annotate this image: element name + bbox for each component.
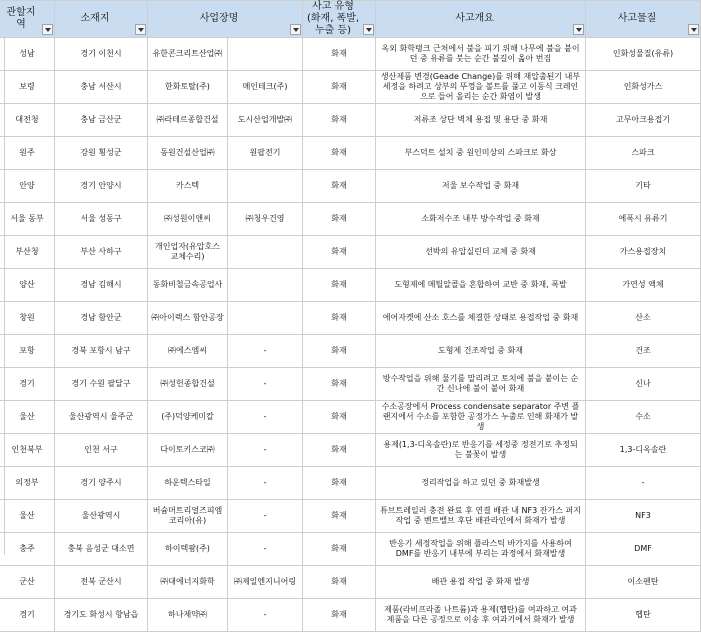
cell-company[interactable]: 카스텍: [148, 170, 228, 203]
header-substance: 사고물질: [586, 1, 701, 38]
cell-type[interactable]: 화재: [303, 368, 376, 401]
cell-substance[interactable]: 수소: [586, 401, 701, 434]
cell-summary[interactable]: 반응기 세정작업을 위해 플라스틱 바가지를 사용하여 DMF를 반응기 내부에 부리는 과정에서 화재발생: [376, 533, 586, 566]
cell-region[interactable]: 성남: [0, 38, 55, 71]
cell-region[interactable]: 군산: [0, 566, 55, 599]
cell-company[interactable]: ㈜라테르종합건설: [148, 104, 228, 137]
cell-contractor[interactable]: -: [228, 599, 303, 632]
header-summary: 사고개요: [376, 1, 586, 38]
cell-substance[interactable]: 가연성 액체: [586, 269, 701, 302]
cell-company[interactable]: (주)덕양케미칼: [148, 401, 228, 434]
table-row[interactable]: [0, 467, 701, 500]
cell-substance[interactable]: DMF: [586, 533, 701, 566]
cell-location[interactable]: 부산 사하구: [55, 236, 148, 269]
cell-summary[interactable]: 생산제품 변경(Geade Change)를 위해 재압출된기 내부 세정을 하려고 상부의 뚜껑을 볼트를 풀고 이동식 크레인으로 들어 올리는 순간 화염이 발생: [376, 71, 586, 104]
cell-contractor[interactable]: [228, 269, 303, 302]
cell-region[interactable]: 부산청: [0, 236, 55, 269]
cell-substance[interactable]: 기타: [586, 170, 701, 203]
cell-region[interactable]: 인천북부: [0, 434, 55, 467]
filter-dropdown-icon[interactable]: [363, 24, 374, 35]
cell-contractor[interactable]: -: [228, 533, 303, 566]
cell-location[interactable]: 경기 수원 팔달구: [55, 368, 148, 401]
cell-company[interactable]: ㈜성헌종합건설: [148, 368, 228, 401]
cell-company[interactable]: 하나제약㈜: [148, 599, 228, 632]
cell-location[interactable]: 충남 서산시: [55, 71, 148, 104]
cell-type[interactable]: 화재: [303, 38, 376, 71]
filter-dropdown-icon[interactable]: [42, 24, 53, 35]
cell-contractor[interactable]: 메인테크(주): [228, 71, 303, 104]
cell-contractor[interactable]: -: [228, 467, 303, 500]
filter-dropdown-icon[interactable]: [290, 24, 301, 35]
cell-region[interactable]: 경기: [0, 599, 55, 632]
cell-location[interactable]: 경북 포항시 남구: [55, 335, 148, 368]
table-body: [0, 38, 701, 632]
cell-type[interactable]: 화재: [303, 302, 376, 335]
cell-region[interactable]: 보령: [0, 71, 55, 104]
table-row[interactable]: [0, 269, 701, 302]
cell-summary[interactable]: 에어자켓에 산소 호스를 체결한 상태로 용접작업 중 화재: [376, 302, 586, 335]
cell-contractor[interactable]: [228, 38, 303, 71]
cell-type[interactable]: 화재: [303, 137, 376, 170]
cell-substance[interactable]: 가스용접장치: [586, 236, 701, 269]
cell-region[interactable]: 경기: [0, 368, 55, 401]
table-row[interactable]: [0, 401, 701, 434]
cell-location[interactable]: 울산광역시: [55, 500, 148, 533]
cell-type[interactable]: 화재: [303, 599, 376, 632]
cell-summary[interactable]: 방수작업을 위해 물기를 말리려고 토치에 불을 붙이는 순간 신나에 불이 붙어 화재: [376, 368, 586, 401]
cell-region[interactable]: 양산: [0, 269, 55, 302]
cell-company[interactable]: 하이텍팜(주): [148, 533, 228, 566]
cell-substance[interactable]: 산소: [586, 302, 701, 335]
cell-company[interactable]: 동화비철금속공업사: [148, 269, 228, 302]
filter-dropdown-icon[interactable]: [135, 24, 146, 35]
table-row[interactable]: [0, 203, 701, 236]
header-row: [0, 1, 701, 38]
cell-type[interactable]: 화재: [303, 203, 376, 236]
cell-location[interactable]: 경남 김해시: [55, 269, 148, 302]
cell-summary[interactable]: 부스덕트 설치 중 원인미상의 스파크로 화상: [376, 137, 586, 170]
cell-company[interactable]: 다이토키스코㈜: [148, 434, 228, 467]
cell-contractor[interactable]: ㈜제일엔지니어링: [228, 566, 303, 599]
table-row[interactable]: [0, 137, 701, 170]
cell-type[interactable]: 화재: [303, 236, 376, 269]
cell-location[interactable]: 경기 양주시: [55, 467, 148, 500]
cell-substance[interactable]: NF3: [586, 500, 701, 533]
cell-contractor[interactable]: -: [228, 335, 303, 368]
cell-type[interactable]: 화재: [303, 401, 376, 434]
cell-type[interactable]: 화재: [303, 335, 376, 368]
cell-substance[interactable]: -: [586, 467, 701, 500]
cell-location[interactable]: 전북 군산시: [55, 566, 148, 599]
cell-contractor[interactable]: -: [228, 500, 303, 533]
cell-summary[interactable]: 도형제 건조작업 중 화재: [376, 335, 586, 368]
cell-summary[interactable]: 정리작업을 하고 있던 중 화재발생: [376, 467, 586, 500]
cell-region[interactable]: 포항: [0, 335, 55, 368]
filter-dropdown-icon[interactable]: [573, 24, 584, 35]
table-row[interactable]: [0, 38, 701, 71]
cell-summary[interactable]: 선박의 유압실린더 교체 중 화재: [376, 236, 586, 269]
cell-contractor[interactable]: -: [228, 368, 303, 401]
cell-region[interactable]: 대전청: [0, 104, 55, 137]
cell-summary[interactable]: 도형제에 메틸알콜을 혼합하여 교반 중 화재, 폭발: [376, 269, 586, 302]
cell-summary[interactable]: 옥외 화학탱크 근처에서 불을 피기 위해 나무에 불을 붙이던 중 유류를 붓는 순간 불길이 옮아 번짐: [376, 38, 586, 71]
cell-contractor[interactable]: 원팝전기: [228, 137, 303, 170]
table-row[interactable]: [0, 104, 701, 137]
table-row[interactable]: [0, 566, 701, 599]
cell-region[interactable]: 서울 동부: [0, 203, 55, 236]
cell-location[interactable]: 서울 성동구: [55, 203, 148, 236]
cell-contractor[interactable]: ㈜청우건영: [228, 203, 303, 236]
cell-type[interactable]: 화재: [303, 170, 376, 203]
cell-company[interactable]: 유한콘크리트산업㈜: [148, 38, 228, 71]
cell-location[interactable]: 충북 음성군 대소면: [55, 533, 148, 566]
table-row[interactable]: [0, 71, 701, 104]
table-row[interactable]: [0, 368, 701, 401]
cell-summary[interactable]: 저울 보수작업 중 화재: [376, 170, 586, 203]
table-row[interactable]: [0, 599, 701, 632]
cell-company[interactable]: 개인업자(유압호스 교체수리): [148, 236, 228, 269]
cell-type[interactable]: 화재: [303, 500, 376, 533]
cell-summary[interactable]: 수소공장에서 Process condensate separator 주변 플랜지에서 수소를 포함한 공정가스 누출로 인해 화재가 발생: [376, 401, 586, 434]
cell-type[interactable]: 화재: [303, 434, 376, 467]
cell-substance[interactable]: 고무아크용접기: [586, 104, 701, 137]
cell-summary[interactable]: 용제(1,3-디옥솔란)로 반응기를 세정중 정전기로 추정되는 불꽃이 발생: [376, 434, 586, 467]
table-row[interactable]: [0, 170, 701, 203]
cell-company[interactable]: 하운텍스타일: [148, 467, 228, 500]
cell-contractor[interactable]: 도시산업개발㈜: [228, 104, 303, 137]
cell-region[interactable]: 원주: [0, 137, 55, 170]
table-row[interactable]: [0, 500, 701, 533]
cell-contractor[interactable]: [228, 170, 303, 203]
cell-location[interactable]: 울산광역시 울주군: [55, 401, 148, 434]
table-row[interactable]: [0, 236, 701, 269]
table-row[interactable]: [0, 533, 701, 566]
cell-substance[interactable]: 인화성물질(유류): [586, 38, 701, 71]
cell-type[interactable]: 화재: [303, 71, 376, 104]
cell-location[interactable]: 경기 이천시: [55, 38, 148, 71]
cell-substance[interactable]: 에폭시 유류기: [586, 203, 701, 236]
cell-company[interactable]: 한화토탈(주): [148, 71, 228, 104]
cell-contractor[interactable]: [228, 236, 303, 269]
cell-location[interactable]: 충남 금산군: [55, 104, 148, 137]
header-region: 관할지역: [0, 1, 55, 38]
cell-substance[interactable]: 건조: [586, 335, 701, 368]
filter-dropdown-icon[interactable]: [688, 24, 699, 35]
cell-summary[interactable]: 튜브트레일러 충전 완료 후 연결 배관 내 NF3 잔가스 퍼지작업 중 벤트밸브 후단 배관라인에서 화재가 발생: [376, 500, 586, 533]
table-row[interactable]: [0, 335, 701, 368]
table-row[interactable]: [0, 434, 701, 467]
cell-substance[interactable]: 1,3-디옥솔란: [586, 434, 701, 467]
cell-type[interactable]: 화재: [303, 533, 376, 566]
header-company: 사업장명: [148, 1, 303, 38]
cell-company[interactable]: ㈜성원이앤씨: [148, 203, 228, 236]
cell-summary[interactable]: 소화저수조 내부 방수작업 중 화재: [376, 203, 586, 236]
cell-region[interactable]: 울산: [0, 500, 55, 533]
cell-region[interactable]: 의정부: [0, 467, 55, 500]
cell-substance[interactable]: 이소펜탄: [586, 566, 701, 599]
cell-substance[interactable]: 헵탄: [586, 599, 701, 632]
cell-type[interactable]: 화재: [303, 269, 376, 302]
cell-substance[interactable]: 스파크: [586, 137, 701, 170]
cell-type[interactable]: 화재: [303, 104, 376, 137]
cell-location[interactable]: 경남 함안군: [55, 302, 148, 335]
cell-company[interactable]: ㈜아이렉스 함안공장: [148, 302, 228, 335]
header-type: 사고 유형 (화재, 폭발, 누출 등): [303, 1, 376, 38]
cell-substance[interactable]: 신나: [586, 368, 701, 401]
cell-summary[interactable]: 저류조 상단 벽체 용접 및 용단 중 화재: [376, 104, 586, 137]
cell-contractor[interactable]: -: [228, 401, 303, 434]
cell-summary[interactable]: 제품(라비프라졸 나트륨)과 용제(헵탄)를 여과하고 여과 제품을 다른 공정으로 이송 후 여과기에서 화재가 발생: [376, 599, 586, 632]
cell-region[interactable]: 충주: [0, 533, 55, 566]
cell-location[interactable]: 인천 서구: [55, 434, 148, 467]
cell-location[interactable]: 강원 횡성군: [55, 137, 148, 170]
cell-region[interactable]: 창원: [0, 302, 55, 335]
cell-company[interactable]: ㈜대에너지화학: [148, 566, 228, 599]
cell-contractor[interactable]: -: [228, 434, 303, 467]
cell-contractor[interactable]: [228, 302, 303, 335]
header-location: 소재지: [55, 1, 148, 38]
cell-company[interactable]: 동원건설산업㈜: [148, 137, 228, 170]
cell-region[interactable]: 안양: [0, 170, 55, 203]
cell-substance[interactable]: 인화성가스: [586, 71, 701, 104]
cell-type[interactable]: 화재: [303, 566, 376, 599]
cell-location[interactable]: 경기 안양시: [55, 170, 148, 203]
cell-company[interactable]: 버슘머트리얼즈피엠코리아(유): [148, 500, 228, 533]
cell-location[interactable]: 경기도 화성시 향남읍: [55, 599, 148, 632]
cell-type[interactable]: 화재: [303, 467, 376, 500]
table-row[interactable]: [0, 302, 701, 335]
cell-summary[interactable]: 배관 용접 작업 중 화재 발생: [376, 566, 586, 599]
cell-region[interactable]: 울산: [0, 401, 55, 434]
cell-company[interactable]: ㈜에스엠씨: [148, 335, 228, 368]
